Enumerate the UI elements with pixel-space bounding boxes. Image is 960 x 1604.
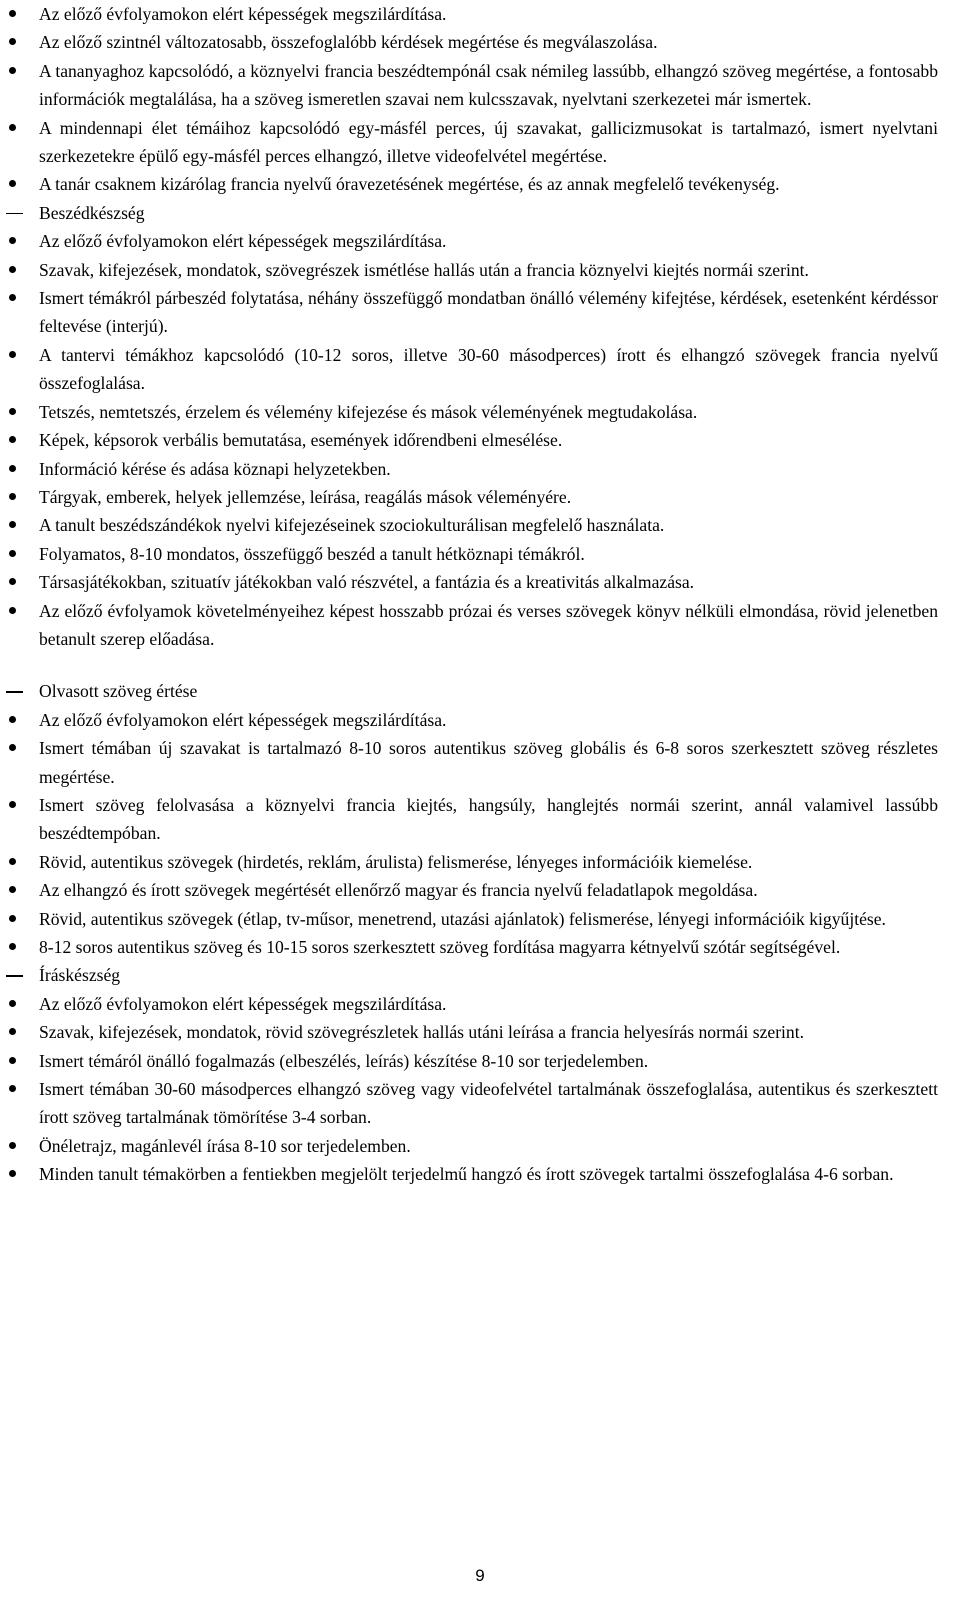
bullet-icon (6, 483, 24, 511)
section-heading (0, 677, 960, 705)
list-item-text: A tanár csaknem kizárólag francia nyelvű óravezetésének megértése, és az annak megfelelő tevékenység. (39, 174, 780, 195)
bullet-icon (6, 114, 24, 142)
list-item-text: A tantervi témákhoz kapcsolódó (10-12 soros, illetve 30-60 másodperces) írott és elhangzó szövegek francia nyelvű összefoglalása. (39, 344, 938, 394)
list-item-text: Az elhangzó és írott szövegek megértését ellenőrző magyar és francia nyelvű feladatlapok megoldása. (39, 880, 758, 901)
list-item (0, 426, 960, 454)
list-item-text: Tárgyak, emberek, helyek jellemzése, leírása, reagálás mások véleményére. (39, 486, 572, 507)
list-item-text: Információ kérése és adása köznapi helyzetekben. (39, 458, 391, 479)
list-item (0, 706, 960, 734)
list-item (0, 1047, 960, 1075)
list-item-text: Tetszés, nemtetszés, érzelem és vélemény kifejezése és mások véleményének megtudakolása. (39, 401, 698, 422)
list-item (0, 568, 960, 596)
list-item (0, 791, 960, 848)
bullet-icon (6, 1075, 24, 1103)
list-item (0, 540, 960, 568)
list-item-text: Ismert témákról párbeszéd folytatása, néhány összefüggő mondatban önálló vélemény kifejtése, kérdések, esetenként kérdéssor feltevése (interjú). (39, 288, 938, 337)
list-item-text: Az előző évfolyamokon elért képességek megszilárdítása. (39, 709, 447, 730)
list-item (0, 170, 960, 198)
list-item-text: Folyamatos, 8-10 mondatos, összefüggő beszéd a tanult hétköznapi témákról. (39, 543, 585, 564)
list-item-text: Társasjátékokban, szituatív játékokban való részvétel, a fantázia és a kreativitás alkalmazása. (39, 572, 695, 593)
list-item-text: Önéletrajz, magánlevél írása 8-10 sor terjedelemben. (39, 1135, 411, 1156)
bullet-icon (6, 1132, 24, 1160)
list-item (0, 455, 960, 483)
list-item (0, 848, 960, 876)
list-item-text: Rövid, autentikus szövegek (hirdetés, reklám, árulista) felismerése, lényeges információik kiemelése. (39, 851, 753, 872)
section-heading (0, 199, 960, 227)
list-item (0, 28, 960, 56)
bullet-icon (6, 57, 24, 85)
list-item-text: Ismert témában új szavakat is tartalmazó 8-10 soros autentikus szöveg globális és 6-8 soros szerkesztett szöveg részletes megértése. (39, 738, 938, 787)
list-item (0, 990, 960, 1018)
bullet-icon (6, 990, 24, 1018)
list-item (0, 398, 960, 426)
bullet-icon (6, 284, 24, 312)
list-item (0, 483, 960, 511)
bullet-icon (6, 540, 24, 568)
list-item-text: Az előző évfolyamokon elért képességek megszilárdítása. (39, 993, 447, 1014)
bullet-icon (6, 876, 24, 904)
list-item (0, 0, 960, 28)
list-item-text: Az előző évfolyamokon elért képességek megszilárdítása. (39, 4, 447, 24)
bullet-icon (6, 1160, 24, 1188)
list-item-text: Rövid, autentikus szövegek (étlap, tv-műsor, menetrend, utazási ajánlatok) felismerése, lényegi információik kigyűjtése. (39, 908, 886, 929)
list-item (0, 734, 960, 791)
section-heading-text: Olvasott szöveg értése (39, 681, 198, 702)
bullet-icon (6, 256, 24, 284)
list-item (0, 876, 960, 904)
list-item-text: A mindennapi élet témáihoz kapcsolódó egy-másfél perces, új szavakat, gallicizmusokat is tartalmazó, ismert nyelvtani szerkezetekre épülő egy-másfél perces elhangzó, illetve videofelvétel megértése. (39, 117, 938, 167)
list-item (0, 256, 960, 284)
list-item (0, 57, 960, 114)
list-item-text: A tanult beszédszándékok nyelvi kifejezéseinek szociokulturálisan megfelelő használata. (39, 515, 665, 536)
bullet-icon (6, 905, 24, 933)
list-item-text: Szavak, kifejezések, mondatok, rövid szövegrészletek hallás utáni leírása a francia helyesírás normái szerint. (39, 1022, 805, 1043)
list-item-text: Szavak, kifejezések, mondatok, szövegrészek ismétlése hallás után a francia köznyelvi kiejtés normái szerint. (39, 259, 809, 280)
bullet-icon (6, 227, 24, 255)
list-item (0, 227, 960, 255)
section-heading (0, 961, 960, 989)
list-item-text: Az előző évfolyamokon elért képességek megszilárdítása. (39, 231, 447, 252)
bullet-icon (6, 568, 24, 596)
list-item (0, 1075, 960, 1132)
bullet-icon (6, 933, 24, 961)
list-item (0, 114, 960, 171)
page-number: 9 (475, 1566, 485, 1585)
list-item-text: Minden tanult témakörben a fentiekben megjelölt terjedelmű hangzó és írott szövegek tartalmi összefoglalása 4-6 sorban. (39, 1164, 894, 1185)
list-item (0, 341, 960, 398)
dash-marker-icon (6, 199, 24, 227)
bullet-icon (6, 734, 24, 762)
section-gap (0, 653, 960, 677)
list-item-text: Ismert témában 30-60 másodperces elhangzó szöveg vagy videofelvétel tartalmának összefoglalása, autentikus és szerkesztett írott szöveg tartalmának tömörítése 3-4 sorban. (39, 1079, 938, 1128)
list-item (0, 284, 960, 341)
list-item (0, 933, 960, 961)
list-item-text: 8-12 soros autentikus szöveg és 10-15 soros szerkesztett szöveg fordítása magyarra kétnyelvű szótár segítségével. (39, 937, 841, 957)
list-item (0, 511, 960, 539)
list-item-text: Ismert szöveg felolvasása a köznyelvi francia kiejtés, hangsúly, hanglejtés normái szerint, annál valamivel lassúbb beszédtempóban. (39, 794, 938, 844)
bullet-icon (6, 28, 24, 56)
bullet-icon (6, 426, 24, 454)
dash-marker-icon (6, 961, 24, 989)
list-item (0, 1018, 960, 1046)
list-item-text: Képek, képsorok verbális bemutatása, események időrendbeni elmesélése. (39, 430, 563, 451)
list-item-text: Az előző szintnél változatosabb, összefoglalóbb kérdések megértése és megválaszolása. (39, 32, 658, 53)
bullet-icon (6, 170, 24, 198)
list-item-text: Az előző évfolyamok követelményeihez képest hosszabb prózai és verses szövegek könyv nélküli elmondása, rövid jelenetben betanult szerep előadása. (39, 600, 938, 649)
bullet-icon (6, 1018, 24, 1046)
section-heading-text: Beszédkészség (39, 202, 145, 223)
bullet-icon (6, 398, 24, 426)
list-item (0, 1132, 960, 1160)
list-item (0, 597, 960, 654)
bullet-icon (6, 511, 24, 539)
bullet-icon (6, 0, 24, 28)
bullet-icon (6, 455, 24, 483)
list-item (0, 1160, 960, 1188)
section-heading-text: Íráskészség (39, 965, 121, 986)
bullet-icon (6, 1047, 24, 1075)
bullet-icon (6, 791, 24, 819)
bullet-icon (6, 597, 24, 625)
dash-marker-icon (6, 677, 24, 705)
bullet-icon (6, 341, 24, 369)
bullet-icon (6, 848, 24, 876)
bullet-icon (6, 706, 24, 734)
list-item (0, 905, 960, 933)
list-item-text: A tananyaghoz kapcsolódó, a köznyelvi francia beszédtempónál csak némileg lassúbb, elhangzó szöveg megértése, a fontosabb információk megtalálása, ha a szöveg ismeretlen szavai nem kulcsszavak, nyelvtani szerkezetei már ismertek. (39, 60, 938, 110)
list-item-text: Ismert témáról önálló fogalmazás (elbeszélés, leírás) készítése 8-10 sor terjedelemben. (39, 1050, 649, 1071)
